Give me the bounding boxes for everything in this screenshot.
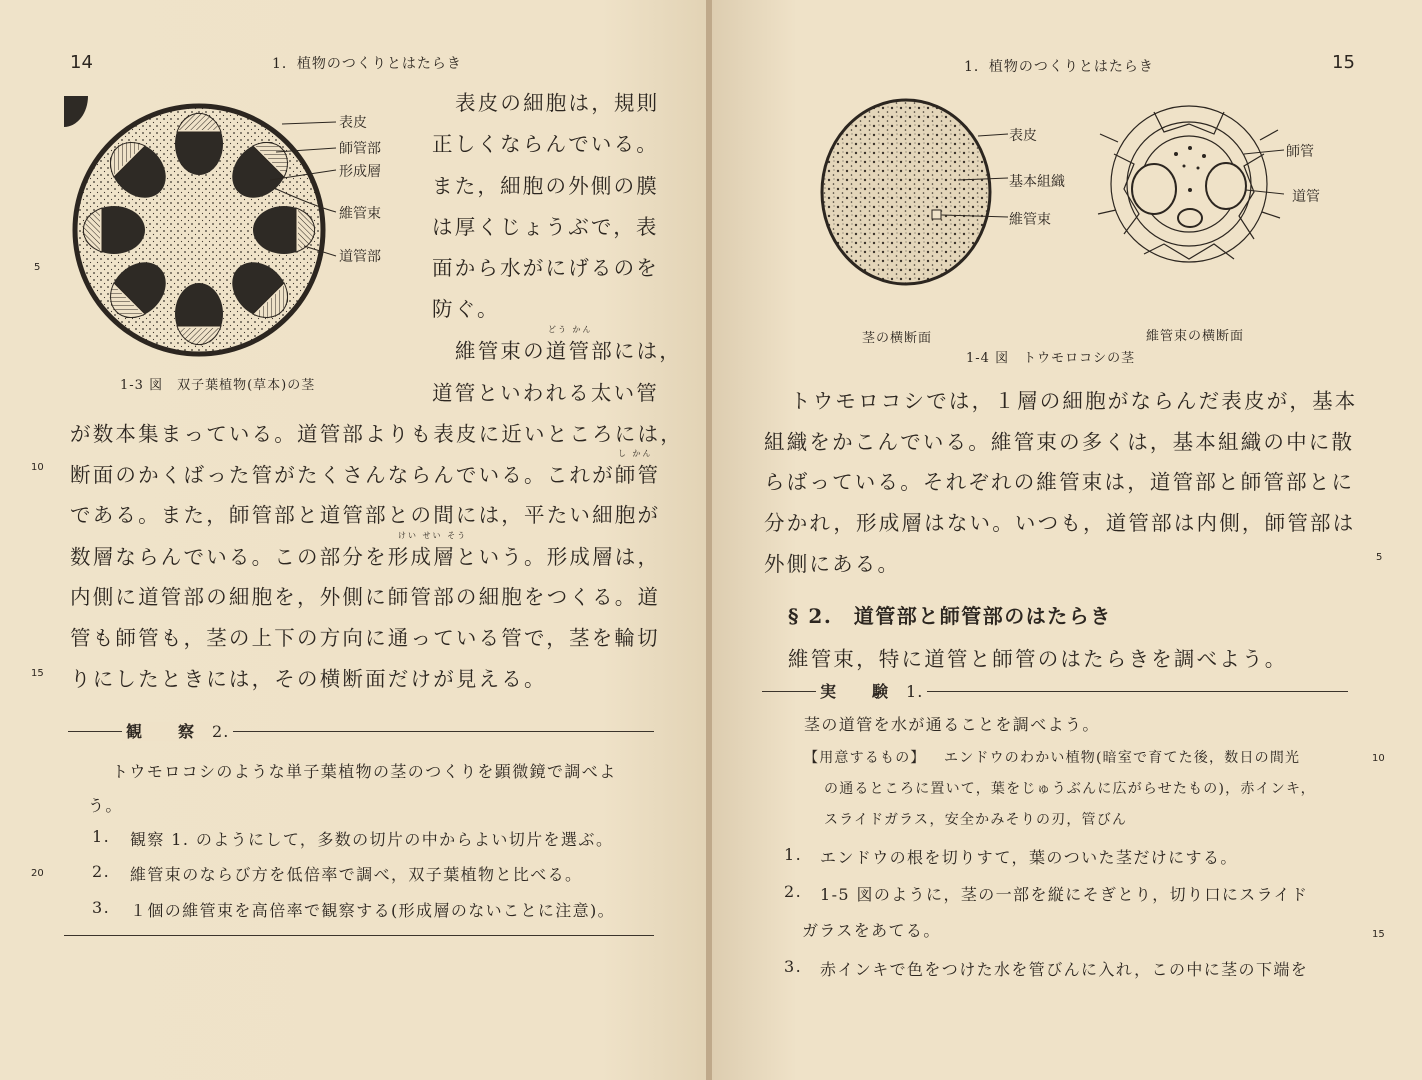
experiment-title: 実 験 [816, 682, 902, 701]
label-phloem: 師管部 [339, 141, 381, 157]
body-line: らばっている。それぞれの維管束は，道管部と師管部とに [764, 470, 1355, 494]
step-text: エンドウの根を切りすて，葉のついた茎だけにする。 [820, 848, 1238, 867]
side-line: 維管束の道管部には， [455, 339, 682, 363]
step-number: 2. [784, 882, 803, 901]
label-epidermis: 表皮 [339, 115, 367, 131]
step-number: 2. [92, 862, 111, 881]
running-head: 1．植物のつくりとはたらき [272, 56, 462, 72]
observation-title: 観 察 [122, 722, 208, 741]
observation-bottom-rule [64, 935, 654, 936]
page-number: 14 [70, 52, 93, 73]
step-text: 維管束のならび方を低倍率で調べ，双子葉植物と比べる。 [130, 865, 583, 884]
label-cambium: 形成層 [339, 164, 381, 180]
left-page [0, 0, 708, 1080]
step-number: 1. [784, 845, 803, 864]
body-line: りにしたときには，その横断面だけが見える。 [70, 667, 547, 691]
body-line: 数層ならんでいる。この部分を形成層という。形成層は， [70, 545, 661, 569]
experiment-heading [816, 679, 927, 702]
materials-line: スライドガラス，安全かみそりの刃，管びん [824, 812, 1128, 828]
materials-label: 【用意するもの】 [804, 750, 926, 766]
side-line: 正しくならんでいる。 [432, 132, 659, 156]
figure-caption: 1-3 図 双子葉植物(草本)の茎 [120, 378, 316, 393]
step-number: 3. [784, 957, 803, 976]
label-vessel: 道管 [1292, 189, 1320, 205]
step-text: １個の維管束を高倍率で観察する(形成層のないことに注意)。 [130, 901, 616, 920]
observation-intro: う。 [88, 796, 123, 815]
side-line: 表皮の細胞は，規則 [455, 91, 660, 115]
step-number: 1. [92, 827, 111, 846]
experiment-number: 1. [902, 682, 927, 701]
observation-heading [122, 719, 233, 742]
step-text: ガラスをあてる。 [802, 921, 941, 940]
section-heading: § 2. 道管部と師管部のはたらき [788, 604, 1112, 628]
page-number: 15 [1332, 52, 1355, 73]
observation-number: 2. [208, 722, 233, 741]
step-text: 観察 1. のようにして，多数の切片の中からよい切片を選ぶ。 [130, 830, 614, 849]
materials-line: の通るところに置いて，葉をじゅうぶんに広がらせたもの)，赤インキ， [824, 781, 1316, 797]
label-sieve-tube: 師管 [1286, 144, 1314, 160]
body-line: 分かれ，形成層はない。いつも，道管部は内側，師管部は [764, 511, 1356, 535]
label-epidermis: 表皮 [1009, 128, 1037, 144]
vascular-bundle-figure [1094, 94, 1284, 284]
line-number: 10 [31, 462, 44, 473]
line-number: 20 [31, 868, 44, 879]
observation-intro: トウモロコシのような単子葉植物の茎のつくりを顕微鏡で調べよ [112, 762, 617, 781]
step-text: 赤インキで色をつけた水を管びんに入れ，この中に茎の下端を [820, 960, 1309, 979]
label-xylem: 道管部 [339, 249, 381, 265]
line-number: 15 [1372, 929, 1385, 940]
line-number: 5 [34, 262, 41, 273]
line-number: 15 [31, 668, 44, 679]
body-line: 外側にある。 [764, 552, 901, 576]
body-line: である。また，師管部と道管部との間には，平たい細胞が [70, 503, 661, 527]
body-line: 断面のかくばった管がたくさんならんでいる。これが師管 [70, 463, 661, 487]
side-line: 面から水がにげるのを [432, 256, 659, 280]
side-line: 防ぐ。 [432, 297, 500, 321]
body-line: が数本集まっている。道管部よりも表皮に近いところには， [70, 422, 683, 446]
label-vascular-bundle: 維管束 [1009, 212, 1051, 228]
body-line: トウモロコシでは，１層の細胞がならんだ表皮が，基本 [790, 389, 1358, 413]
body-line: 管も師管も，茎の上下の方向に通っている管で，茎を輪切 [70, 626, 660, 650]
label-vascular-bundle: 維管束 [339, 206, 381, 222]
side-line: また，細胞の外側の膜 [432, 174, 659, 198]
experiment-aim: 茎の道管を水が通ることを調べよう。 [804, 715, 1100, 734]
step-text: 1-5 図のように，茎の一部を縦にそぎとり，切り口にスライド [820, 885, 1309, 904]
line-number: 5 [1376, 552, 1383, 563]
figure-sub-left: 茎の横断面 [862, 331, 933, 346]
figure-caption: 1-4 図 トウモロコシの茎 [966, 351, 1136, 366]
running-head: 1．植物のつくりとはたらき [964, 59, 1154, 75]
line-number: 10 [1372, 753, 1385, 764]
ruby-keiseisou: けい せい そう [398, 531, 468, 540]
right-page [712, 0, 1422, 1080]
side-line: 道管といわれる太い管 [432, 381, 659, 405]
body-line: 組織をかこんでいる。維管束の多くは，基本組織の中に散 [764, 430, 1355, 454]
ruby-shikan: し かん [618, 449, 653, 458]
figure-sub-right: 維管束の横断面 [1146, 329, 1245, 344]
label-ground-tissue: 基本組織 [1009, 174, 1065, 190]
body-line: 内側に道管部の細胞を，外側に師管部の細胞をつくる。道 [70, 585, 661, 609]
section-intro: 維管束，特に道管と師管のはたらきを調べよう。 [788, 647, 1288, 671]
corn-stem-figure [818, 96, 1018, 316]
dicot-stem-figure [64, 96, 404, 368]
materials-line: エンドウのわかい植物(暗室で育てた後，数日の間光 [944, 750, 1301, 766]
step-number: 3. [92, 898, 111, 917]
ruby-doukan: どう かん [548, 325, 593, 334]
side-line: は厚くじょうぶで，表 [432, 215, 659, 239]
